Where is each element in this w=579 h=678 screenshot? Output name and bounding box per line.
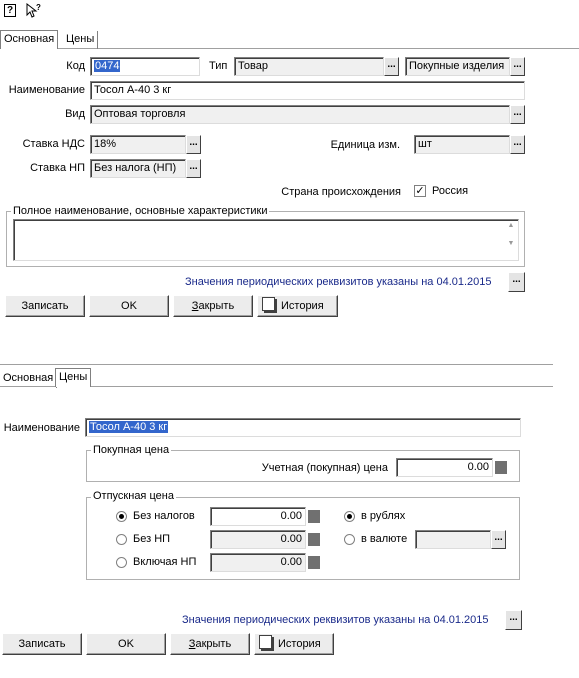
rub-label: в рублях: [361, 510, 406, 522]
periodic-button-top[interactable]: ...: [508, 272, 525, 292]
code-field[interactable]: [90, 57, 200, 76]
purchase-price-label: Учетная (покупная) цена: [261, 462, 388, 474]
unit-field[interactable]: шт: [414, 135, 510, 154]
fullname-scrollbar[interactable]: ▲ ▼: [507, 222, 515, 247]
periodic-text-top: Значения периодических реквизитов указаны на 04.01.2015: [185, 276, 492, 288]
np-label: Ставка НП: [30, 162, 85, 174]
tab-main-bottom[interactable]: Основная: [0, 370, 57, 388]
code-value: 0474: [95, 60, 120, 72]
currency-radio[interactable]: [344, 534, 355, 545]
kind-label: Вид: [65, 108, 85, 120]
incl-np-label: Включая НП: [133, 556, 197, 568]
purchase-price-group-title: Покупная цена: [93, 444, 170, 456]
name-field-bottom[interactable]: [85, 418, 521, 437]
kind-select-button[interactable]: ...: [510, 105, 525, 124]
name-label: Наименование: [8, 84, 85, 96]
country-checkbox[interactable]: ✓: [415, 185, 425, 197]
tab-main-top[interactable]: Основная: [0, 30, 58, 49]
no-tax-label: Без налогов: [133, 510, 195, 522]
vat-field[interactable]: 18%: [90, 135, 186, 154]
name-field[interactable]: Тосол А-40 3 кг: [90, 81, 525, 100]
close-button-top[interactable]: Закрыть: [173, 295, 253, 317]
fullname-group-title: Полное наименование, основные характеристики: [13, 205, 268, 217]
purchase-price-calc-icon[interactable]: [495, 461, 507, 474]
currency-select-button[interactable]: ...: [491, 530, 506, 549]
save-button-bottom[interactable]: Записать: [2, 633, 82, 655]
code-label: Код: [66, 60, 85, 72]
name-label-bottom: Наименование: [3, 422, 80, 434]
no-np-radio[interactable]: [116, 534, 127, 545]
tab-prices-top[interactable]: Цены: [63, 31, 98, 49]
history-button-bottom[interactable]: История: [254, 633, 334, 655]
purchase-category-field[interactable]: Покупные изделия: [405, 57, 510, 76]
type-label: Тип: [209, 60, 228, 72]
kind-field[interactable]: Оптовая торговля: [90, 105, 510, 124]
history-icon: [262, 297, 275, 311]
incl-np-radio[interactable]: [116, 557, 127, 568]
country-label: Страна происхождения: [281, 186, 401, 198]
np-select-button[interactable]: ...: [186, 159, 201, 178]
incl-np-calc-icon[interactable]: [308, 556, 320, 569]
name-value-bottom: Тосол А-40 3 кг: [90, 421, 168, 433]
currency-field[interactable]: [415, 530, 491, 549]
ok-button-top[interactable]: OK: [89, 295, 169, 317]
no-np-calc-icon[interactable]: [308, 533, 320, 546]
no-tax-field[interactable]: 0.00: [210, 507, 306, 526]
tab-prices-bottom[interactable]: Цены: [55, 368, 91, 387]
np-field[interactable]: Без налога (НП): [90, 159, 186, 178]
country-value: Россия: [432, 185, 469, 197]
unit-label: Единица изм.: [330, 139, 400, 151]
vat-label: Ставка НДС: [22, 138, 85, 150]
sale-price-group-title: Отпускная цена: [93, 490, 174, 502]
type-field[interactable]: Товар: [234, 57, 384, 76]
periodic-text-bottom: Значения периодических реквизитов указаны на 04.01.2015: [182, 614, 489, 626]
purchase-category-button[interactable]: ...: [510, 57, 525, 76]
no-tax-calc-icon[interactable]: [308, 510, 320, 523]
incl-np-field[interactable]: 0.00: [210, 553, 306, 572]
vat-select-button[interactable]: ...: [186, 135, 201, 154]
help-icon[interactable]: ?: [4, 4, 16, 17]
type-select-button[interactable]: ...: [384, 57, 399, 76]
periodic-button-bottom[interactable]: ...: [505, 610, 522, 630]
svg-text:?: ?: [36, 3, 41, 12]
save-button-top[interactable]: Записать: [5, 295, 85, 317]
close-button-bottom[interactable]: Закрыть: [170, 633, 250, 655]
no-np-field[interactable]: 0.00: [210, 530, 306, 549]
no-tax-radio[interactable]: [116, 511, 127, 522]
ok-button-bottom[interactable]: OK: [86, 633, 166, 655]
forms-separator: [0, 364, 553, 366]
history-button-top[interactable]: История: [257, 295, 338, 317]
currency-label: в валюте: [361, 533, 408, 545]
unit-select-button[interactable]: ...: [510, 135, 525, 154]
fullname-textarea[interactable]: [13, 219, 519, 261]
rub-radio[interactable]: [344, 511, 355, 522]
no-np-label: Без НП: [133, 533, 171, 545]
history-icon-bottom: [259, 635, 272, 649]
pointer-help-icon[interactable]: [26, 3, 42, 19]
purchase-price-field[interactable]: 0.00: [396, 458, 493, 477]
